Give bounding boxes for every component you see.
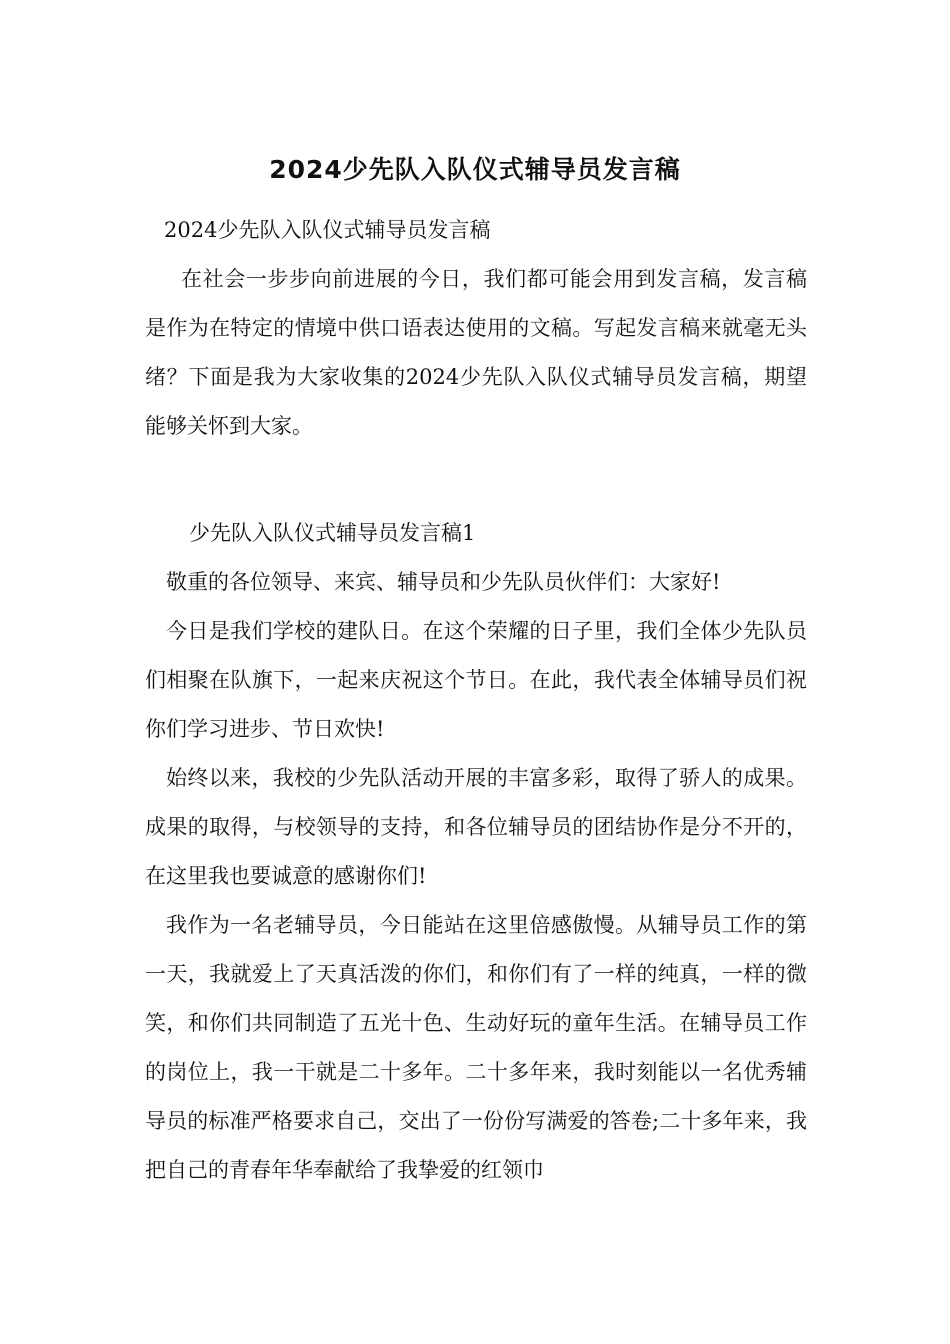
document-title: 2024少先队入队仪式辅导员发言稿: [269, 155, 681, 184]
section-heading: 少先队入队仪式辅导员发言稿1: [189, 521, 476, 545]
document-body: [145, 206, 807, 1195]
document-subtitle: 2024少先队入队仪式辅导员发言稿: [164, 218, 491, 242]
intro-paragraph: 在社会一步步向前进展的今日，我们都可能会用到发言稿，发言稿是作为在特定的情境中供口语表达使用的文稿。写起发言稿来就毫无头绪？下面是我为大家收集的2024少先队入队仪式辅导员发言稿，期望能够关怀到大家。: [145, 267, 807, 438]
paragraph-spacer: [145, 451, 807, 509]
speech-paragraph-4: 我作为一名老辅导员，今日能站在这里倍感傲慢。从辅导员工作的第一天，我就爱上了天真活泼的你们，和你们有了一样的纯真，一样的微笑，和你们共同制造了五光十色、生动好玩的童年生活。在辅导员工作的岗位上，我一干就是二十多年。二十多年来，我时刻能以一名优秀辅导员的标准严格要求自己，交出了一份份写满爱的答卷;二十多年来，我把自己的青春年华奉献给了我挚爱的红领巾: [145, 913, 807, 1182]
speech-paragraph-2: 今日是我们学校的建队日。在这个荣耀的日子里，我们全体少先队员们相聚在队旗下，一起来庆祝这个节日。在此，我代表全体辅导员们祝你们学习进步、节日欢快!: [145, 619, 807, 741]
speech-paragraph-3: 始终以来，我校的少先队活动开展的丰富多彩，取得了骄人的成果。成果的取得，与校领导的支持，和各位辅导员的团结协作是分不开的，在这里我也要诚意的感谢你们!: [145, 766, 807, 888]
speech-paragraph-greeting: 敬重的各位领导、来宾、辅导员和少先队员伙伴们：大家好!: [166, 570, 721, 594]
